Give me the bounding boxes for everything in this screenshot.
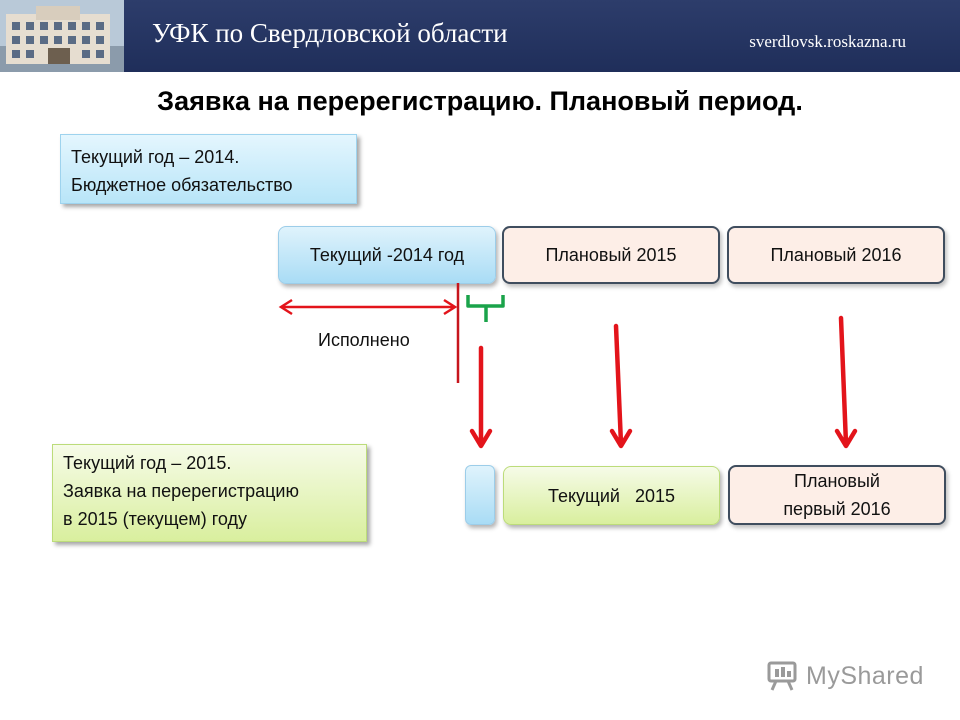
slide-title: Заявка на перерегистрацию. Плановый период. <box>157 86 803 116</box>
executed-label: Исполнено <box>318 330 410 350</box>
box-label: Плановый 2015 <box>545 245 677 265</box>
executed-double-arrow <box>281 300 455 314</box>
note-line: Бюджетное обязательство <box>71 175 293 195</box>
box-label-line: первый 2016 <box>783 499 891 519</box>
box-first-planned-2016 <box>728 465 946 525</box>
watermark-text: MyShared <box>806 661 924 690</box>
note-2015-reregistration <box>52 444 367 542</box>
down-arrow <box>612 326 630 446</box>
green-brace <box>468 295 503 322</box>
note-line: в 2015 (текущем) году <box>63 509 248 529</box>
note-line: Текущий год – 2015. <box>63 453 232 473</box>
header-url: sverdlovsk.roskazna.ru <box>749 32 906 51</box>
down-arrow <box>472 348 490 446</box>
box-label: Текущий 2015 <box>547 485 676 506</box>
box-label: Текущий -2014 год <box>309 245 465 265</box>
note-line: Заявка на перерегистрацию <box>63 481 299 501</box>
header-title: УФК по Свердловской области <box>152 18 508 48</box>
down-arrow <box>837 318 855 446</box>
note-line: Текущий год – 2014. <box>71 147 240 167</box>
box-current-2015 <box>503 466 720 525</box>
box-label-line: Плановый <box>794 471 880 491</box>
watermark <box>766 656 926 696</box>
box-executed-remainder <box>465 465 495 525</box>
projector-icon <box>766 660 800 692</box>
box-label: Плановый 2016 <box>770 245 902 265</box>
